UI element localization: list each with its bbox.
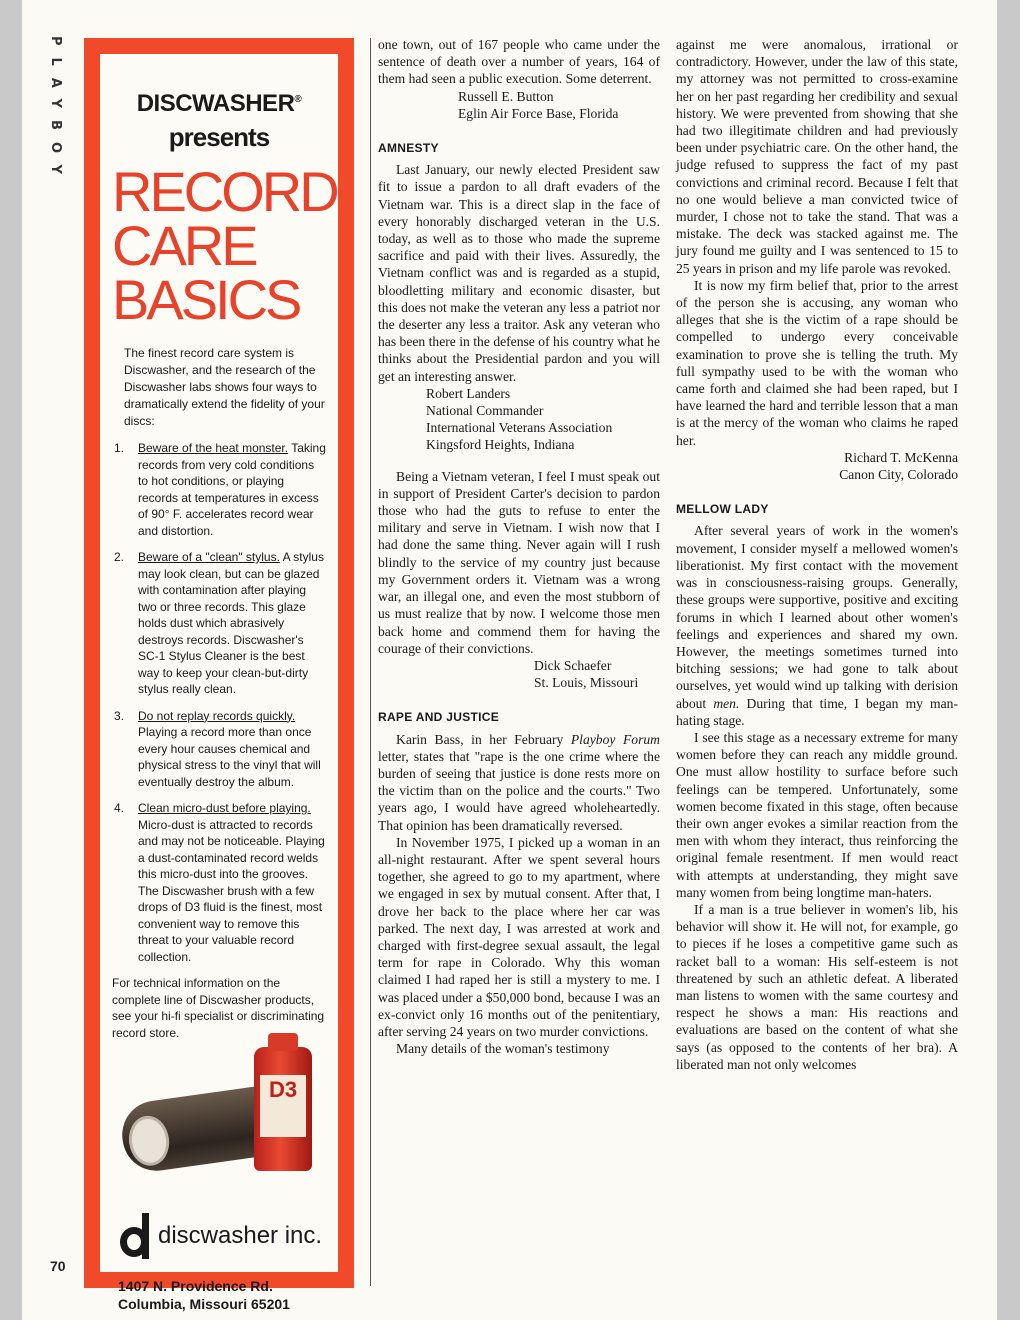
letters-column-2 (378, 36, 660, 1057)
discwasher-advertisement (84, 38, 354, 1312)
ad-address: 1407 N. Providence Rd. Columbia, Missouri 65201 (118, 1278, 290, 1312)
paragraph: It is now my firm belief that, prior to the arrest of the person she is accusing, any woman who alleges that she is the victim of a rape should be compelled to undergo every conceivable examination to prove she is telling the truth. My full sympathy used to be with the woman who came forth and claimed she had been raped, but I have learned the hard and terrible lesson that a man is at the mercy of the woman who claims he raped her. (676, 277, 958, 448)
product-image (112, 1047, 326, 1197)
ad-tip: 1. Beware of the heat monster. Taking records from very cold conditions to hot conditions, or playing records at temperatures in excess of 90° F. accelerates record wear and distortion. (114, 441, 326, 538)
section-heading-amnesty: AMNESTY (378, 141, 439, 156)
ad-tip: 3. Do not replay records quickly. Playing a record more than once every hour causes chemical and physical stress to the vinyl that will eventually destroy the album. (114, 708, 321, 789)
ad-tip: 2. Beware of a "clean" stylus. A stylus may look clean, but can be glazed with contamination after playing two or three records. This glaze holds dust which abrasively destroys records. Discwasher's SC-1 Stylus Cleaner is the best way to keep your clean-but-dirty stylus really clean. (114, 550, 324, 696)
ad-tips-list (112, 440, 326, 965)
ad-brand: DISCWASHER® (136, 90, 302, 117)
paragraph: against me were anomalous, irrational or contradictory. However, under the law of this state, my attorney was not permitted to cross-examine her on her past regarding her credibility and sexual history. We were prevented from showing that she had two illegitimate children and had previously been under psychiatric care. On the other hand, the judge refused to suppress the fact of my past convictions and criminal record. Because I felt that no one would believe a man convicted twice of murder, I chose not to take the stand. That was a mistake. The deck was stacked against me. The jury found me guilty and I was sentenced to 15 to 25 years in prison and my life parole was revoked. (676, 37, 958, 276)
signature: Dick Schaefer St. Louis, Missouri (534, 657, 639, 691)
ad-footer-text: For technical information on the complete line of Discwasher products, see your hi-fi specialist or discriminating record store. (112, 976, 325, 1040)
signature: Robert Landers National Commander International Veterans Association Kingsford Heights, Indiana (426, 385, 613, 453)
column-divider (370, 38, 371, 1286)
ad-headline: RECORD CARE BASICS (112, 160, 337, 331)
paragraph: In November 1975, I picked up a woman in an all-night restaurant. After we spent several hours together, she agreed to go to my apartment, where we engaged in sex by mutual consent. After that, I drove her back to the place where her car was parked. The next day, I was arrested at work and charged with first-degree sexual assault, the legal term for rape in Colorado. Why this woman claimed I had raped her is still a mystery to me. I was placed under a $50,000 bond, because I was an ex-convict only 16 months out of the penitentiary, after serving 24 years on two murder convictions. (378, 834, 660, 1039)
ad-intro: The finest record care system is Discwasher, and the research of the Discwasher labs shows four ways to dramatically extend the fidelity of your discs: (124, 346, 325, 428)
paragraph: After several years of work in the women's movement, I consider myself a mellowed women's liberationist. My first contact with the movement was in consciousness-raising groups. Generally, these groups were supportive, positive and exciting forums in which I learned about other women's feelings and experiences and shared my own. However, the meetings sometimes turned into bitching sessions; we had gone to talk about ourselves, yet would wind up talking with derision about men. During that time, I began my man-hating stage. (676, 523, 958, 728)
section-heading-mellow-lady: MELLOW LADY (676, 502, 769, 517)
ad-tip: 4. Clean micro-dust before playing. Micro-dust is attracted to records and may not be noticeable. Playing a dust-contaminated record welds this micro-dust into the grooves. The Discwasher brush with a few drops of D3 fluid is the finest, most convenient way to remove this threat to your valuable record collection. (114, 801, 325, 964)
paragraph: Last January, our newly elected President saw fit to issue a pardon to all draft evaders of the Vietnam war. This is a direct slap in the face of every honorably discharged veteran in the U.S. today, as well as to those who made the supreme sacrifice and paid with their lives. Assuredly, the Vietnam conflict was and is regarded as a stupid, bloodletting military and economic disaster, but this does not make the veteran any less a patriot nor the deserter any less a traitor. Ask any veteran who has been there in the defense of his country what he thinks about the Presidential pardon and you will get an interesting answer. (378, 162, 660, 384)
signature: Russell E. Button Eglin Air Force Base, Florida (458, 88, 619, 121)
discwasher-logo-icon (120, 1213, 154, 1259)
page-number: 70 (50, 1258, 66, 1274)
paragraph: one town, out of 167 people who came under the sentence of death over a number of years, 164 of them had seen a public execution. Some deterrent. (378, 37, 660, 87)
ad-panel (100, 54, 338, 1312)
section-heading-rape-and-justice: RAPE AND JUSTICE (378, 710, 500, 725)
paragraph: Many details of the woman's testimony (396, 1041, 610, 1057)
ad-presents: presents (168, 122, 270, 152)
paragraph: If a man is a true believer in women's lib, his behavior will show it. He will not, for example, go to pieces if he loses a competitive game such as racket ball to a woman: His self-esteem is not threatened by such an athletic defeat. A liberated man listens to women with the same courtesy and respect he shows a man: His reactions and evaluations are based on the content of what she says (as opposed to the contents of her bra). A liberated man not only welcomes (676, 901, 958, 1072)
paragraph: Karin Bass, in her February Playboy Forum letter, states that "rape is the one crime where the burden of seeing that justice is done rests more on the victim than on the police and the courts." Two years ago, I would have agreed wholeheartedly. That opinion has been dramatically reversed. (378, 731, 660, 833)
magazine-title-text: PLAYBOY (48, 36, 63, 186)
paragraph: I see this stage as a necessary extreme for many women before they can reach any middle ground. One must allow hostility to surface before such feelings can be tempered. Unfortunately, some women become fixated in this stage, often because their own anger evokes a similar reaction from the men with whom they interact, thus reinforcing the original female resentment. If men would react with attempts at understanding, they might save many women from being longtime man-haters. (676, 729, 958, 900)
logo-text: discwasher inc. (158, 1222, 323, 1249)
discwasher-logo (120, 1213, 326, 1259)
paragraph: Being a Vietnam veteran, I feel I must speak out in support of President Carter's decision to pardon those who had the guts to refuse to enter the military and serve in Vietnam. I wish now that I had done the same thing. Never again will I rush blindly to the service of my country just because my Government orders it. Vietnam was a wrong war, an illegal one, and even the most stubborn of us must realize that by now. I welcome those men back home and commend them for having the courage of their convictions. (378, 468, 660, 656)
signature: Richard T. McKenna Canon City, Colorado (839, 449, 958, 483)
d3-fluid-bottle (254, 1047, 312, 1171)
letters-column-3 (676, 36, 958, 1073)
bottle-label: D3 (260, 1075, 306, 1137)
record-brush-image (118, 1085, 276, 1175)
